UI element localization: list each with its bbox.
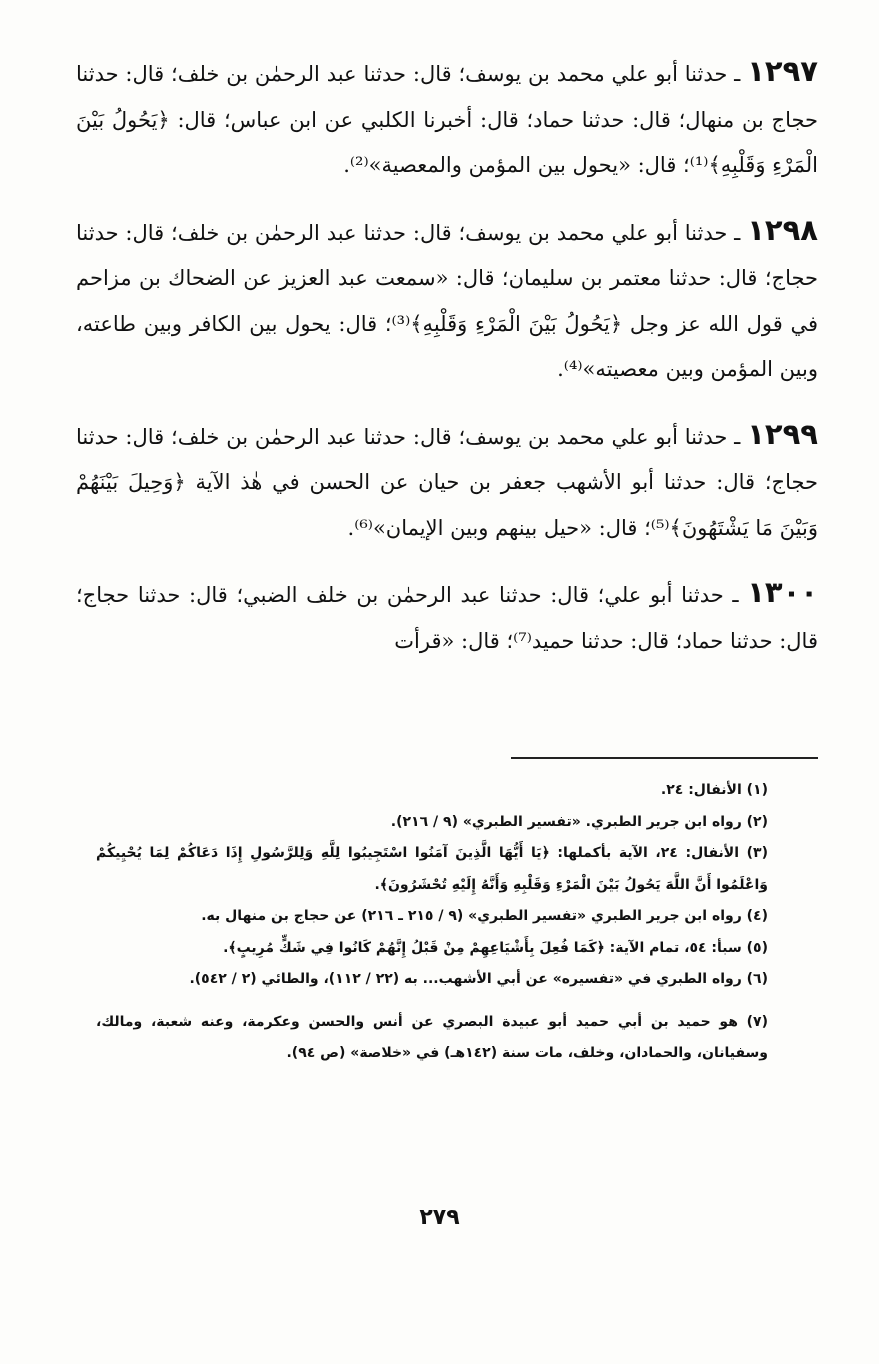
main-text	[76, 52, 818, 664]
footnotes	[96, 775, 768, 1070]
footnote: (٥) سبأ: ٥٤، تمام الآية: ﴿كَمَا فُعِلَ بِأَشْيَاعِهِمْ مِنْ قَبْلُ إِنَّهُمْ كَانُوا فِي شَكٍّ مُرِيبٍ﴾.	[223, 939, 768, 956]
footnote: (١) الأنفال: ٢٤.	[660, 782, 768, 798]
hadith-entry	[76, 415, 818, 552]
footnote-divider	[511, 757, 818, 759]
footnote: (٣) الأنفال: ٢٤، الآية بأكملها: ﴿يَا أَيُّهَا الَّذِينَ آمَنُوا اسْتَجِيبُوا لِلَّهِ وَلِلرَّسُولِ إِذَا دَعَاكُمْ لِمَا يُحْيِيكُمْ وَاعْلَمُوا أَنَّ اللَّهَ يَحُولُ بَيْنَ الْمَرْءِ وَقَلْبِهِ وَأَنَّهُ إِلَيْهِ تُحْشَرُونَ﴾.	[96, 845, 768, 893]
entry-text: ـ حدثنا أبو علي محمد بن يوسف؛ قال: حدثنا عبد الرحمٰن بن خلف؛ قال: حدثنا حجاج؛ قال: حدثنا أبو الأشهب جعفر بن حيان عن الحسن في هٰذ الآية ﴿وَحِيلَ بَيْنَهُمْ وَبَيْنَ مَا يَشْتَهُونَ﴾⁽⁵⁾؛ قال: «حيل بينهم وبين الإيمان»⁽⁶⁾.	[76, 424, 818, 540]
entry-number: ١٢٩٧	[747, 54, 818, 88]
hadith-entry	[76, 52, 818, 189]
footnote: (٤) رواه ابن جرير الطبري «تفسير الطبري» (٩ / ٢١٥ ـ ٢١٦) عن حجاج بن منهال به.	[201, 908, 768, 924]
entry-number: ١٢٩٩	[747, 416, 818, 451]
entry-text: ـ حدثنا أبو علي محمد بن يوسف؛ قال: حدثنا عبد الرحمٰن بن خلف؛ قال: حدثنا حجاج؛ قال: حدثنا معتمر بن سليمان؛ قال: «سمعت عبد العزيز عن الضحاك بن مزاحم في قول الله عز وجل ﴿يَحُولُ بَيْنَ الْمَرْءِ وَقَلْبِهِ﴾⁽³⁾؛ قال: يحول بين الكافر وبين طاعته، وبين المؤمن وبين معصيته»⁽⁴⁾.	[76, 220, 818, 381]
entry-text: ـ حدثنا أبو علي؛ قال: حدثنا عبد الرحمٰن بن خلف الضبي؛ قال: حدثنا حجاج؛ قال: حدثنا حماد؛ قال: حدثنا حميد⁽⁷⁾؛ قال: «قرأت	[76, 583, 818, 653]
page-number: ٢٧٩	[419, 1205, 460, 1230]
entry-number: ١٢٩٨	[747, 212, 818, 247]
footnote: (٦) رواه الطبري في «تفسيره» عن أبي الأشهب... به (٢٢ / ١١٢)، والطائي (٢ / ٥٤٢).	[189, 971, 768, 987]
hadith-entry	[76, 211, 818, 393]
entry-number: ١٣٠٠	[747, 575, 818, 609]
hadith-entry	[76, 573, 818, 664]
footnote: (٧) هو حميد بن أبي حميد أبو عبيدة البصري عن أنس والحسن وعكرمة، وعنه شعبة، ومالك، وسفيانان، والحمادان، وخلف، مات سنة (١٤٢هـ) في «خلاصة» (ص ٩٤).	[96, 1013, 768, 1061]
footnote: (٢) رواه ابن جرير الطبري. «تفسير الطبري» (٩ / ٢١٦).	[390, 813, 768, 830]
entry-text: ـ حدثنا أبو علي محمد بن يوسف؛ قال: حدثنا عبد الرحمٰن بن خلف؛ قال: حدثنا حجاج بن منهال؛ قال: حدثنا حماد؛ قال: أخبرنا الكلبي عن ابن عباس؛ قال: ﴿يَحُولُ بَيْنَ الْمَرْءِ وَقَلْبِهِ﴾⁽¹⁾؛ قال: «يحول بين المؤمن والمعصية»⁽²⁾.	[76, 62, 818, 177]
